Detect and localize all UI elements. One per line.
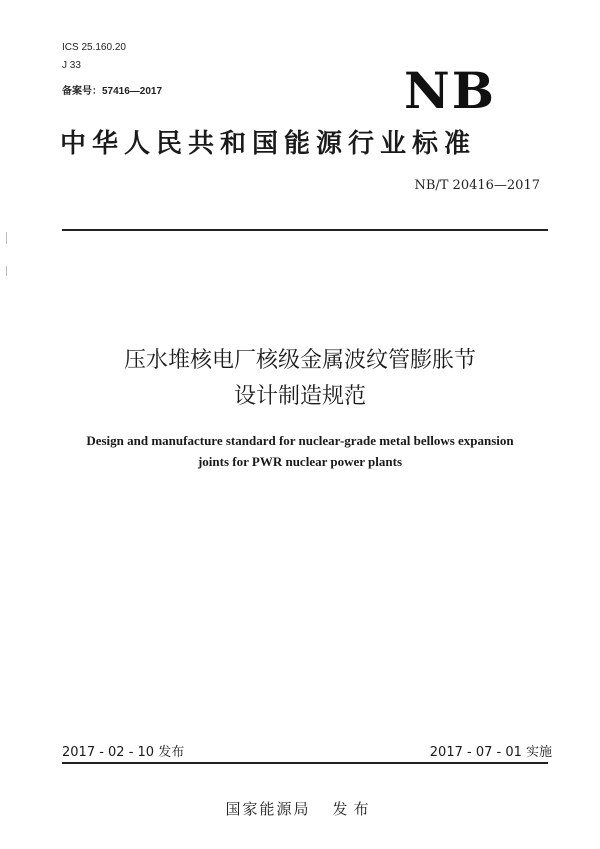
scan-margin-mark [6,232,7,244]
record-number: 备案号：57416—2017 [62,86,163,97]
document-title-en-line1: Design and manufacture standard for nuclear-grade metal bellows expansion [86,433,514,448]
issue-date: 2017 - 02 - 10 发布 [62,745,185,760]
footer-divider [62,762,548,764]
implementation-date: 2017 - 07 - 01 实施 [429,745,552,760]
issuer-name: 国家能源局 [225,800,311,818]
ics-code: ICS 25.160.20 [62,42,126,53]
issuer-line [0,798,600,819]
document-title-cn-line2: 设计制造规范 [233,384,366,409]
nb-logo: NB [404,61,496,120]
standard-category-title: 中华人民共和国能源行业标准 [60,129,477,159]
issuer-action: 发布 [332,800,375,818]
document-title-en-line2: joints for PWR nuclear power plants [197,454,403,469]
scan-margin-mark [6,266,7,276]
header-divider [62,229,548,231]
standard-number: NB/T 20416—2017 [414,178,540,193]
classification-code: J 33 [62,60,81,71]
document-title-cn-line1: 压水堆核电厂核级金属波纹管膨胀节 [123,348,476,373]
